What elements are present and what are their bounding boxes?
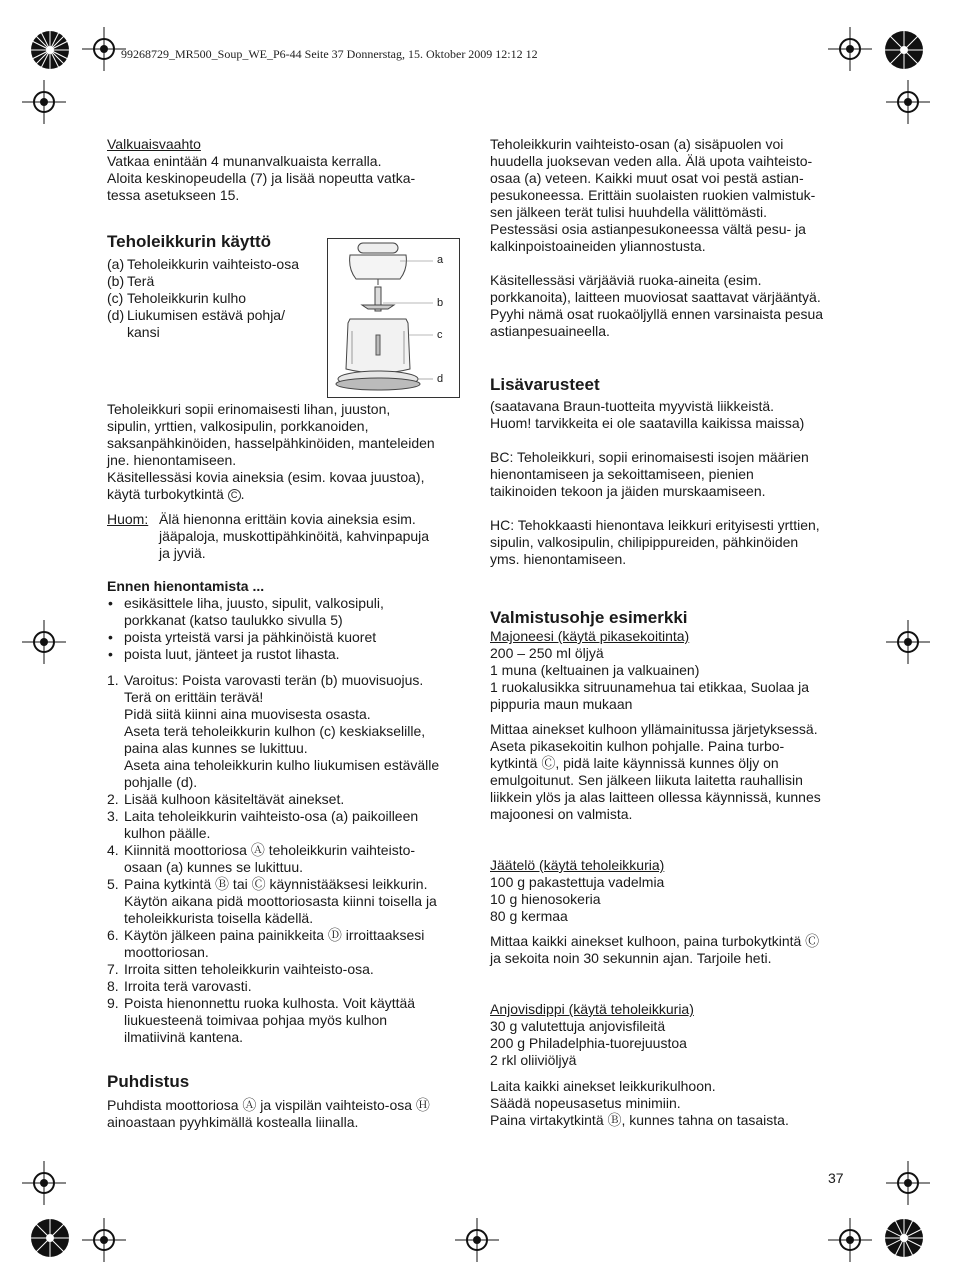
text-line: saksanpähkinöiden, hasselpähkinöiden, manteleiden xyxy=(107,435,435,451)
list-item: 5. Paina kytkintä Ⓑ tai Ⓒ käynnistääksesi leikkurin. Käytön aikana pidä moottoriosasta kiinni toisella ja teholeikkurista toisella kädellä. xyxy=(107,876,437,926)
text-line: (saatavana Braun-tuotteita myyvistä liikkeistä. xyxy=(490,398,775,414)
text-line: Käsitellessäsi värjääviä ruoka-aineita (esim. xyxy=(490,272,762,288)
text-line: 1 ruokalusikka sitruunamehua tai etikkaa, Suolaa ja xyxy=(490,679,810,695)
text-line: sen jälkeen terät tulisi huuhdella välittömästi. xyxy=(490,204,768,220)
text-line: Pyyhi nämä osat ruokaöljyllä ennen varsinaista pesua xyxy=(490,306,824,322)
figure-label-c: c xyxy=(437,329,443,341)
crosshair-mark xyxy=(828,1218,872,1262)
crosshair-mark xyxy=(886,80,930,124)
text-line: yms. hienontamiseen. xyxy=(490,551,627,567)
steps-list xyxy=(107,672,463,1046)
legend-item: (b) Terä xyxy=(107,273,155,289)
text-line: Aseta pikasekoitin kulhon pohjalle. Paina turbo- xyxy=(490,738,785,754)
list-item: 1. Varoitus: Poista varovasti terän (b) muovisuojus. Terä on erittäin terävä! Pidä siitä kiinni aina muovisesta osasta. Aseta terä teholeikkurin kulhon (c) keskiakselille, paina alas kunnes se lukittuu. Aseta aina teholeikkurin kulho liukumisen estävälle pohjalle (d). xyxy=(107,672,440,790)
list-item: 2. Lisää kulhoon käsiteltävät ainekset. xyxy=(107,791,345,807)
text-line: 10 g hienosokeria xyxy=(490,891,601,907)
text-line: ja sekoita noin 30 sekunnin ajan. Tarjoile heti. xyxy=(490,950,772,966)
text-line: Puhdista moottoriosa Ⓐ ja vispilän vaihteisto-osa Ⓗ xyxy=(107,1097,430,1113)
list-item: 3. Laita teholeikkurin vaihteisto-osa (a) paikoilleen kulhon päälle. xyxy=(107,808,419,841)
recipe-heading: Valmistusohje esimerkki xyxy=(490,608,688,627)
sunburst-mark-tl xyxy=(30,30,70,70)
text-line: taikinoiden tekoon ja jäiden murskaamiseen. xyxy=(490,483,766,499)
before-heading: Ennen hienontamista ... xyxy=(107,578,265,594)
text-line: Teholeikkurin vaihteisto-osan (a) sisäpuolen voi xyxy=(490,136,784,152)
text-line: sipulin, valkosipulin, chilipippureiden, pähkinöiden xyxy=(490,534,799,550)
text-line: Huom! tarvikkeita ei ole saatavilla kaikissa maissa) xyxy=(490,415,805,431)
text-line: pesukoneessa. Erittäin suolaisten ruokien valmistuk- xyxy=(490,187,816,203)
text-line: kalkinpoistoaineiden yliannostusta. xyxy=(490,238,706,254)
figure-label-d: d xyxy=(437,373,444,385)
text-line: Pestessäsi osia astianpesukoneessa vältä pesu- ja xyxy=(490,221,806,237)
crosshair-mark xyxy=(828,27,872,71)
sunburst-mark-tr xyxy=(884,30,924,70)
crosshair-mark xyxy=(886,1161,930,1205)
text-line: Aloita keskinopeudella (7) ja lisää nopeutta vatka- xyxy=(107,170,416,186)
text-line: sipulin, yrttien, valkosipulin, porkkanoiden, xyxy=(107,418,369,434)
text-line: 100 g pakastettuja vadelmia xyxy=(490,874,665,890)
legend-item: (a) Teholeikkurin vaihteisto-osa xyxy=(107,256,299,272)
cleaning-heading: Puhdistus xyxy=(107,1072,190,1091)
recipe-title-icecream: Jäätelö (käytä teholeikkuria) xyxy=(490,857,665,873)
right-column xyxy=(490,136,850,1129)
text-line: Säädä nopeusasetus minimiin. xyxy=(490,1095,681,1111)
crosshair-mark xyxy=(82,27,126,71)
chopper-heading: Teholeikkurin käyttö xyxy=(107,232,272,251)
text-line: jne. hienontamiseen. xyxy=(107,452,237,468)
switch-c-icon: C xyxy=(228,489,241,502)
text-line: Teholeikkuri sopii erinomaisesti lihan, juuston, xyxy=(107,401,391,417)
figure-label-a: a xyxy=(437,254,444,266)
text-line: Mittaa kaikki ainekset kulhoon, paina turbokytkintä Ⓒ xyxy=(490,933,820,949)
crosshair-mark xyxy=(22,80,66,124)
list-item: 4. Kiinnitä moottoriosa Ⓐ teholeikkurin vaihteisto- osaan (a) kunnes se lukittuu. xyxy=(107,842,416,875)
recipe-title-dip: Anjovisdippi (käytä teholeikkuria) xyxy=(490,1001,694,1017)
accessories-heading: Lisävarusteet xyxy=(490,375,600,394)
text-line: 200 g Philadelphia-tuorejuustoa xyxy=(490,1035,687,1051)
list-item: • poista luut, jänteet ja rustot lihasta. xyxy=(108,646,340,662)
text-line: 80 g kermaa xyxy=(490,908,568,924)
text-line: majoonesi on valmista. xyxy=(490,806,633,822)
list-item: 9. Poista hienonnettu ruoka kulhosta. Voit käyttää liukuesteenä toimivaa pohjaa myös kulhon ilmatiivinä kantena. xyxy=(107,995,416,1045)
text-line: Mittaa ainekset kulhoon yllämainitussa järjetyksessä. xyxy=(490,721,818,737)
text-line: 200 – 250 ml öljyä xyxy=(490,645,604,661)
text-line: Paina virtakytkintä Ⓑ, kunnes tahna on tasaista. xyxy=(490,1112,789,1128)
text-line: Älä hienonna erittäin kovia aineksia esim. xyxy=(159,511,416,527)
chopper-illustration xyxy=(327,238,460,398)
text-line: emulgoitunut. Sen jälkeen liikuta laitetta rauhallisin xyxy=(490,772,803,788)
print-slug: 99268729_MR500_Soup_WE_P6-44 Seite 37 Donnerstag, 15. Oktober 2009 12:12 12 xyxy=(121,47,538,61)
text-line: liikkein ylös ja alas laitteen ollessa käynnissä, kunnes xyxy=(490,789,821,805)
text-line: porkkanoita), laitteen muoviosat saattavat värjääntyä. xyxy=(490,289,821,305)
text-line: Käsitellessäsi kovia aineksia (esim. kovaa juustoa), xyxy=(107,469,425,485)
list-item: 7. Irroita sitten teholeikkurin vaihteisto-osa. xyxy=(107,961,374,977)
crosshair-mark xyxy=(22,620,66,664)
text-line: käytä turbokytkintä C . xyxy=(107,486,245,502)
text-line: HC: Tehokkaasti hienontava leikkuri erityisesti yrttien, xyxy=(490,517,820,533)
note-key: Huom: xyxy=(107,511,149,527)
parts-legend xyxy=(107,256,322,341)
text-line: 1 muna (keltuainen ja valkuainen) xyxy=(490,662,700,678)
page-number: 37 xyxy=(828,1170,844,1186)
egg-white-title: Valkuaisvaahto xyxy=(107,136,201,152)
text-line: hienontamiseen ja sekoittamiseen, pienien xyxy=(490,466,754,482)
note xyxy=(107,511,463,562)
text-line: Laita kaikki ainekset leikkurikulhoon. xyxy=(490,1078,716,1094)
figure-label-b: b xyxy=(437,297,444,309)
crosshair-mark xyxy=(886,620,930,664)
sunburst-mark-br xyxy=(884,1218,924,1258)
text-line: 30 g valutettuja anjovisfileitä xyxy=(490,1018,666,1034)
text-line: Vatkaa enintään 4 munanvalkuaista kerralla. xyxy=(107,153,382,169)
list-item: 8. Irroita terä varovasti. xyxy=(107,978,252,994)
crosshair-mark xyxy=(22,1161,66,1205)
recipe-title-mayonnaise: Majoneesi (käytä pikasekoitinta) xyxy=(490,628,690,644)
text-line: BC: Teholeikkuri, sopii erinomaisesti isojen määrien xyxy=(490,449,809,465)
text-line: astianpesuaineella. xyxy=(490,323,610,339)
text-line: osaa (a) veteen. Kaikki muut osat voi pestä astian- xyxy=(490,170,804,186)
text-line: ja jyviä. xyxy=(159,545,206,561)
sunburst-mark-bl xyxy=(30,1218,70,1258)
text-line: 2 rkl oliiviöljyä xyxy=(490,1052,577,1068)
text-line: tessa asetukseen 15. xyxy=(107,187,240,203)
text-line: ainoastaan pyyhkimällä kostealla liinalla. xyxy=(107,1114,359,1130)
list-item: 6. Käytön jälkeen paina painikkeita Ⓓ irroittaaksesi moottoriosan. xyxy=(107,927,425,960)
text-line: jääpaloja, muskottipähkinöitä, kahvinpapuja xyxy=(159,528,430,544)
text-line: pippuria maun mukaan xyxy=(490,696,633,712)
list-item: • poista yrteistä varsi ja pähkinöistä kuoret xyxy=(108,629,377,645)
crosshair-mark xyxy=(455,1218,499,1262)
legend-item: (d) Liukumisen estävä pohja/ xyxy=(107,307,285,323)
crosshair-mark xyxy=(82,1218,126,1262)
text-line: huudella juoksevan veden alla. Älä upota vaihteisto- xyxy=(490,153,813,169)
text-line: kytkintä Ⓒ, pidä laite käynnissä kunnes öljy on xyxy=(490,755,779,771)
legend-item: kansi xyxy=(127,324,160,340)
list-item: • esikäsittele liha, juusto, sipulit, valkosipuli, porkkanat (katso taulukko sivulla 5) xyxy=(108,595,384,628)
legend-item: (c) Teholeikkurin kulho xyxy=(107,290,247,306)
